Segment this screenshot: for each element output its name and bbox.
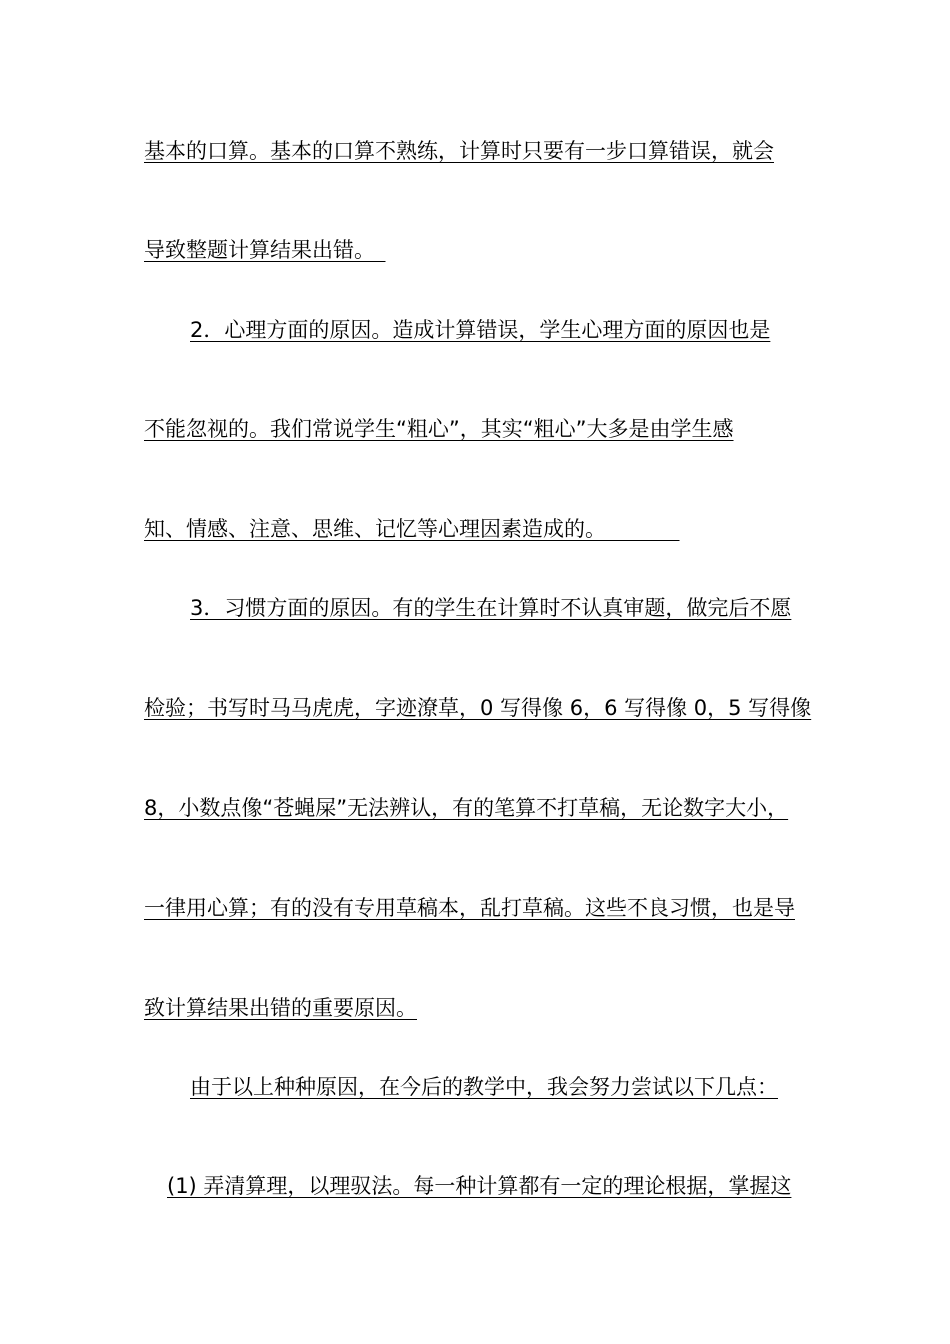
text-line: 导致整题计算结果出错。 — [144, 238, 386, 262]
text-line: 2．心理方面的原因。造成计算错误，学生心理方面的原因也是 — [190, 318, 771, 342]
text-line: 一律用心算；有的没有专用草稿本，乱打草稿。这些不良习惯，也是导 — [144, 896, 795, 920]
text-line: 知、情感、注意、思维、记忆等心理因素造成的。 — [144, 517, 680, 541]
text-line: (1) 弄清算理，以理驭法。每一种计算都有一定的理论根据，掌握这 — [167, 1174, 792, 1198]
text-line: 致计算结果出错的重要原因。 — [144, 996, 417, 1020]
text-line: 基本的口算。基本的口算不熟练，计算时只要有一步口算错误，就会 — [144, 139, 774, 163]
text-line: 检验；书写时马马虎虎，字迹潦草，0 写得像 6，6 写得像 0，5 写得像 — [144, 696, 812, 720]
text-line: 由于以上种种原因，在今后的教学中，我会努力尝试以下几点： — [190, 1075, 778, 1099]
text-line: 3．习惯方面的原因。有的学生在计算时不认真审题，做完后不愿 — [190, 596, 792, 620]
text-line: 不能忽视的。我们常说学生“粗心”，其实“粗心”大多是由学生感 — [144, 417, 734, 441]
text-line: 8，小数点像“苍蝇屎”无法辨认，有的笔算不打草稿，无论数字大小， — [144, 796, 789, 820]
